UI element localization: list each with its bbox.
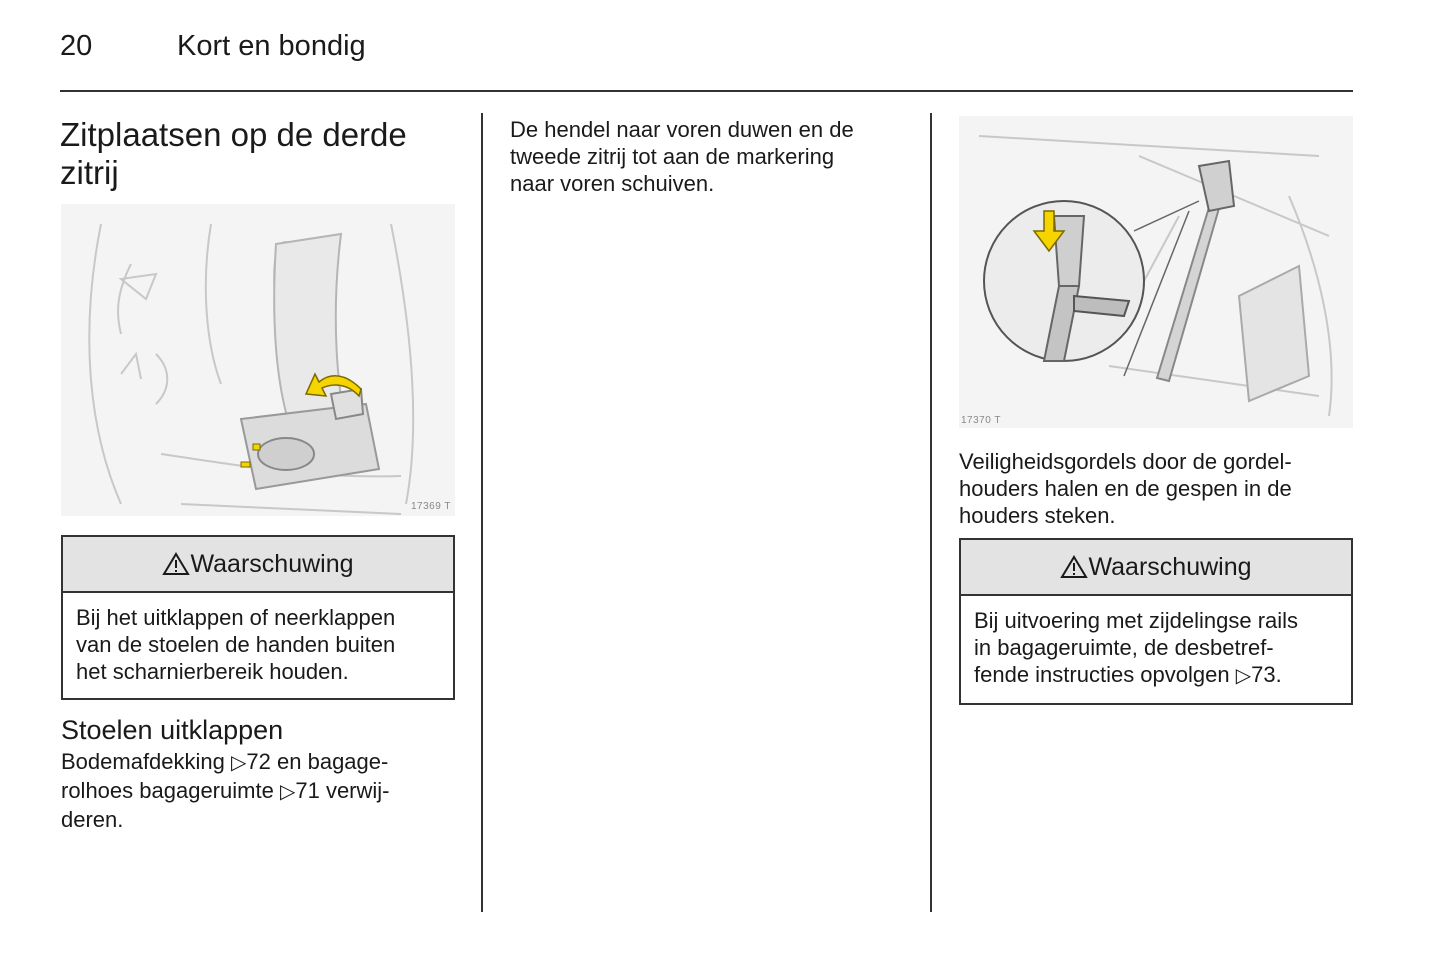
text-line: Veiligheidsgordels door de gordel- bbox=[959, 449, 1292, 474]
text: en bagage- bbox=[277, 749, 389, 774]
warning-title: Waarschuwing bbox=[190, 549, 354, 578]
text: rolhoes bagageruimte bbox=[61, 778, 274, 803]
page-reference-link[interactable]: 72 bbox=[246, 749, 271, 774]
column-divider-1 bbox=[481, 113, 483, 912]
text: . bbox=[1275, 662, 1282, 687]
warning-text bbox=[961, 596, 1351, 702]
warning-line: Bij het uitklappen of neerklappen bbox=[76, 605, 396, 630]
page-number: 20 bbox=[60, 30, 93, 62]
figure-code: 17370 T bbox=[961, 415, 1002, 426]
text: deren. bbox=[61, 807, 124, 832]
warning-triangle-icon bbox=[162, 552, 190, 576]
cross-reference-icon: ▷ bbox=[279, 781, 296, 803]
seatbelt-holder-illustration bbox=[959, 116, 1353, 428]
warning-line: Bij uitvoering met zijdelingse rails bbox=[974, 608, 1299, 633]
warning-line: van de stoelen de handen buiten bbox=[76, 632, 396, 657]
text: verwij- bbox=[325, 778, 390, 803]
text-line: naar voren schuiven. bbox=[510, 171, 715, 196]
warning-text bbox=[63, 593, 453, 697]
page-reference-link[interactable]: 73 bbox=[1251, 662, 1276, 687]
figure-code: 17369 T bbox=[410, 501, 451, 512]
column3-paragraph bbox=[959, 448, 1353, 529]
cross-reference-icon: ▷ bbox=[1235, 665, 1252, 687]
warning-line: het scharnierbereik houden. bbox=[76, 659, 349, 684]
cross-reference-icon: ▷ bbox=[231, 752, 247, 774]
warning-box-1 bbox=[61, 535, 455, 700]
text-line: tweede zitrij tot aan de markering bbox=[510, 144, 835, 169]
header-rule bbox=[60, 90, 1353, 92]
text: Bodemafdekking bbox=[61, 749, 225, 774]
page-reference-link[interactable]: 71 bbox=[295, 778, 320, 803]
warning-line: fende instructies opvolgen bbox=[974, 662, 1230, 687]
column-divider-2 bbox=[930, 113, 932, 912]
warning-line: in bagageruimte, de desbetref- bbox=[974, 635, 1274, 660]
subheading: Stoelen uitklappen bbox=[61, 715, 284, 745]
warning-header bbox=[961, 540, 1351, 596]
instruction-paragraph bbox=[61, 748, 461, 833]
warning-title: Waarschuwing bbox=[1088, 552, 1252, 581]
warning-box-2 bbox=[959, 538, 1353, 705]
column2-paragraph bbox=[510, 116, 915, 197]
warning-triangle-icon bbox=[1060, 555, 1088, 579]
warning-header bbox=[63, 537, 453, 593]
seat-lever-illustration bbox=[61, 204, 455, 516]
section-heading: Zitplaatsen op de derde zitrij bbox=[60, 116, 407, 191]
seatbelt-drawing bbox=[959, 116, 1353, 428]
text-line: De hendel naar voren duwen en de bbox=[510, 117, 854, 142]
text-line: houders steken. bbox=[959, 503, 1116, 528]
text-line: houders halen en de gespen in de bbox=[959, 476, 1292, 501]
seat-lever-drawing bbox=[61, 204, 455, 516]
section-title: Kort en bondig bbox=[177, 30, 366, 62]
